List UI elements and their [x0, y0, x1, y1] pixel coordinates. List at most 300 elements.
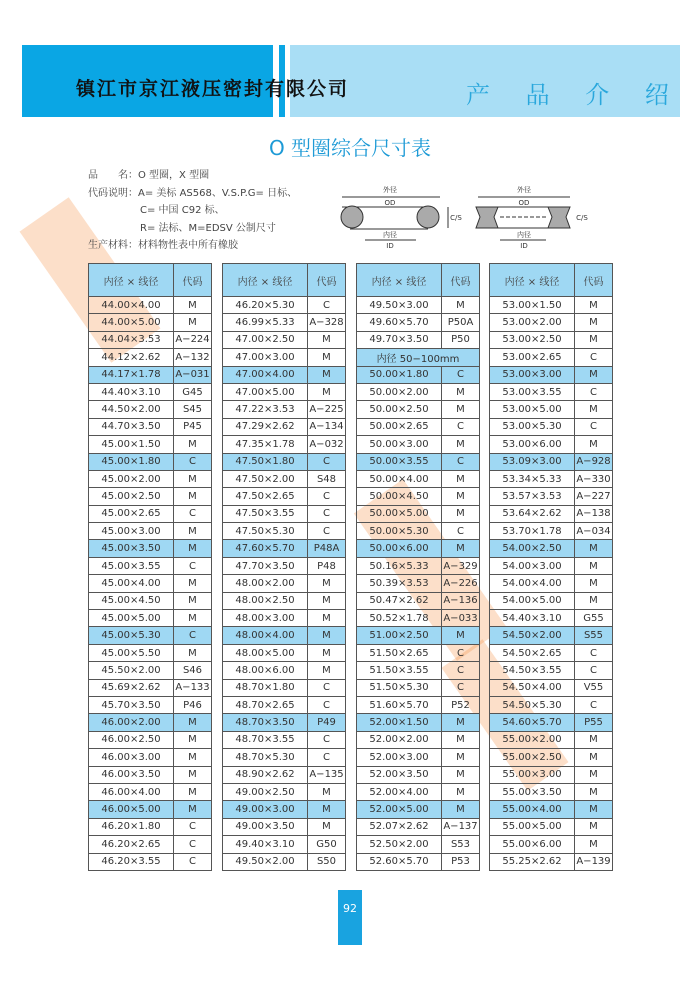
table-row	[223, 696, 346, 713]
code-cell: A−227	[575, 488, 613, 505]
table-row	[223, 853, 346, 870]
code-cell: M	[575, 766, 613, 783]
code-cell: M	[575, 818, 613, 835]
size-cell: 46.00×5.00	[89, 801, 174, 818]
code-cell: C	[442, 366, 480, 383]
code-cell: C	[575, 349, 613, 366]
code-cell: C	[308, 679, 346, 696]
table-row	[490, 801, 613, 818]
table-row	[89, 749, 212, 766]
code-cell: M	[174, 540, 212, 557]
code-cell: M	[442, 783, 480, 800]
size-cell: 48.00×6.00	[223, 662, 308, 679]
code-cell: A−329	[442, 557, 480, 574]
table-row	[89, 488, 212, 505]
code-cell: M	[575, 557, 613, 574]
size-cell: 51.50×5.30	[357, 679, 442, 696]
size-cell: 49.00×3.00	[223, 801, 308, 818]
code-cell: A−330	[575, 470, 613, 487]
table-row	[490, 331, 613, 348]
table-row	[490, 436, 613, 453]
table-row	[223, 575, 346, 592]
code-cell: A−134	[308, 418, 346, 435]
code-cell: M	[442, 540, 480, 557]
table-row	[89, 592, 212, 609]
code-cell: A−137	[442, 818, 480, 835]
size-cell: 55.00×2.50	[490, 749, 575, 766]
code-cell: C	[174, 836, 212, 853]
code-cell: C	[442, 644, 480, 661]
code-cell: M	[174, 436, 212, 453]
size-cell: 47.70×3.50	[223, 557, 308, 574]
code-cell: M	[442, 766, 480, 783]
code-cell: M	[174, 470, 212, 487]
code-cell: A−031	[174, 366, 212, 383]
code-cell: C	[308, 731, 346, 748]
size-cell: 49.00×2.50	[223, 783, 308, 800]
code-cell: A−328	[308, 314, 346, 331]
table-row	[223, 349, 346, 366]
info-product-name: 品 名：O 型圈，X 型圈	[88, 170, 210, 181]
table-row	[490, 627, 613, 644]
size-cell: 54.50×4.00	[490, 679, 575, 696]
code-cell: M	[442, 801, 480, 818]
table-row	[490, 749, 613, 766]
size-cell: 53.00×5.30	[490, 418, 575, 435]
table-row	[89, 331, 212, 348]
code-cell: M	[308, 592, 346, 609]
size-cell: 52.00×1.50	[357, 714, 442, 731]
code-cell: S48	[308, 470, 346, 487]
table-row	[490, 470, 613, 487]
code-cell: M	[308, 575, 346, 592]
size-cell: 53.34×5.33	[490, 470, 575, 487]
code-cell: P53	[442, 853, 480, 870]
code-cell: G50	[308, 836, 346, 853]
size-cell: 46.20×5.30	[223, 297, 308, 314]
table-header	[223, 264, 346, 297]
code-cell: C	[174, 453, 212, 470]
header-size: 内径 × 线径	[490, 264, 575, 297]
size-cell: 49.00×3.50	[223, 818, 308, 835]
table-row	[357, 714, 480, 731]
size-cell: 51.60×5.70	[357, 696, 442, 713]
table-row	[89, 418, 212, 435]
size-cell: 50.00×3.55	[357, 453, 442, 470]
table-row	[357, 696, 480, 713]
size-cell: 45.00×5.00	[89, 610, 174, 627]
size-cell: 45.00×4.50	[89, 592, 174, 609]
code-cell: M	[442, 505, 480, 522]
id-cn-label: 内径	[517, 231, 531, 239]
table-row	[223, 679, 346, 696]
code-cell: A−135	[308, 766, 346, 783]
table-row	[357, 801, 480, 818]
size-cell: 54.00×3.00	[490, 557, 575, 574]
table-row	[490, 818, 613, 835]
size-cell: 45.00×1.50	[89, 436, 174, 453]
code-cell: P45	[174, 418, 212, 435]
table-header	[89, 264, 212, 297]
section-label: 内径 50−100mm	[357, 349, 480, 366]
size-cell: 47.00×4.00	[223, 366, 308, 383]
size-cell: 55.25×2.62	[490, 853, 575, 870]
table-row	[223, 714, 346, 731]
table-row	[89, 297, 212, 314]
size-cell: 45.50×2.00	[89, 662, 174, 679]
table-row	[490, 401, 613, 418]
table-row	[223, 557, 346, 574]
size-cell: 45.70×3.50	[89, 696, 174, 713]
table-row	[89, 453, 212, 470]
table-row	[223, 801, 346, 818]
size-cell: 48.00×5.00	[223, 644, 308, 661]
size-cell: 54.40×3.10	[490, 610, 575, 627]
table-row	[223, 488, 346, 505]
size-cell: 53.00×2.65	[490, 349, 575, 366]
code-cell: M	[575, 401, 613, 418]
size-cell: 52.00×5.00	[357, 801, 442, 818]
od-cn-label: 外径	[383, 186, 397, 194]
table-row	[357, 523, 480, 540]
size-cell: 50.39×3.53	[357, 575, 442, 592]
table-row	[357, 731, 480, 748]
table-row	[223, 644, 346, 661]
size-cell: 53.64×2.62	[490, 505, 575, 522]
size-cell: 47.00×5.00	[223, 383, 308, 400]
size-cell: 53.00×2.00	[490, 314, 575, 331]
size-cell: 52.00×2.00	[357, 731, 442, 748]
table-row	[89, 505, 212, 522]
size-cell: 54.50×2.65	[490, 644, 575, 661]
table-row	[490, 731, 613, 748]
table-row	[490, 314, 613, 331]
code-cell: M	[442, 401, 480, 418]
table-row	[357, 470, 480, 487]
table-row	[357, 749, 480, 766]
table-row	[89, 818, 212, 835]
section-title: 产 品 介 绍	[466, 81, 683, 109]
code-cell: M	[575, 331, 613, 348]
table-row	[223, 297, 346, 314]
table-header	[490, 264, 613, 297]
table-row	[223, 592, 346, 609]
size-cell: 49.60×5.70	[357, 314, 442, 331]
id-label: ID	[520, 242, 528, 250]
code-cell: M	[442, 470, 480, 487]
size-cell: 45.00×3.55	[89, 557, 174, 574]
size-cell: 52.00×4.00	[357, 783, 442, 800]
size-cell: 50.00×2.65	[357, 418, 442, 435]
size-table	[88, 263, 212, 871]
info-material: 生产材料：材料物性表中所有橡胶	[88, 240, 238, 251]
code-cell: M	[308, 662, 346, 679]
code-cell: M	[174, 610, 212, 627]
table-row	[357, 557, 480, 574]
size-cell: 47.29×2.62	[223, 418, 308, 435]
code-cell: M	[308, 383, 346, 400]
table-row	[490, 349, 613, 366]
table-row	[490, 696, 613, 713]
table-row	[490, 679, 613, 696]
table-row	[490, 836, 613, 853]
code-cell: M	[575, 366, 613, 383]
size-cell: 55.00×6.00	[490, 836, 575, 853]
table-section-row	[357, 349, 480, 366]
size-cell: 46.00×4.00	[89, 783, 174, 800]
code-cell: M	[174, 714, 212, 731]
code-cell: M	[308, 644, 346, 661]
header-code: 代码	[442, 264, 480, 297]
size-cell: 48.70×3.50	[223, 714, 308, 731]
size-cell: 47.50×5.30	[223, 523, 308, 540]
code-cell: P52	[442, 696, 480, 713]
code-cell: C	[174, 818, 212, 835]
code-cell: P48A	[308, 540, 346, 557]
table-row	[357, 488, 480, 505]
table-row	[223, 662, 346, 679]
table-row	[223, 836, 346, 853]
size-cell: 45.00×2.50	[89, 488, 174, 505]
size-cell: 52.50×2.00	[357, 836, 442, 853]
table-row	[223, 331, 346, 348]
size-cell: 53.00×6.00	[490, 436, 575, 453]
table-row	[357, 610, 480, 627]
size-cell: 53.57×3.53	[490, 488, 575, 505]
header-code: 代码	[308, 264, 346, 297]
size-cell: 51.50×2.65	[357, 644, 442, 661]
cs-label: C/S	[450, 214, 462, 222]
size-cell: 54.50×3.55	[490, 662, 575, 679]
table-row	[223, 627, 346, 644]
size-cell: 47.60×5.70	[223, 540, 308, 557]
table-row	[223, 540, 346, 557]
table-row	[357, 331, 480, 348]
table-row	[490, 540, 613, 557]
size-cell: 54.00×2.50	[490, 540, 575, 557]
code-cell: M	[174, 592, 212, 609]
code-cell: M	[308, 627, 346, 644]
table-row	[357, 314, 480, 331]
table-row	[490, 592, 613, 609]
table-row	[490, 488, 613, 505]
size-cell: 53.00×1.50	[490, 297, 575, 314]
code-cell: A−226	[442, 575, 480, 592]
size-cell: 48.70×3.55	[223, 731, 308, 748]
id-cn-label: 内径	[383, 231, 397, 239]
table-row	[490, 575, 613, 592]
code-cell: C	[442, 679, 480, 696]
code-cell: C	[308, 453, 346, 470]
table-row	[89, 644, 212, 661]
table-row	[89, 714, 212, 731]
code-cell: A−133	[174, 679, 212, 696]
table-row	[490, 714, 613, 731]
info-code-desc-c: C= 中国 C92 标、	[140, 205, 225, 216]
code-cell: M	[575, 297, 613, 314]
table-row	[357, 644, 480, 661]
size-cell: 47.00×2.50	[223, 331, 308, 348]
table-row	[490, 453, 613, 470]
page-title: O 型圈综合尺寸表	[268, 136, 432, 160]
code-cell: M	[174, 783, 212, 800]
table-row	[223, 436, 346, 453]
code-cell: A−132	[174, 349, 212, 366]
table-header	[357, 264, 480, 297]
size-cell: 53.00×3.55	[490, 383, 575, 400]
table-row	[89, 436, 212, 453]
size-cell: 55.00×3.00	[490, 766, 575, 783]
size-cell: 50.00×4.00	[357, 470, 442, 487]
code-cell: M	[575, 801, 613, 818]
size-cell: 54.60×5.70	[490, 714, 575, 731]
size-cell: 45.00×2.65	[89, 505, 174, 522]
table-row	[357, 575, 480, 592]
table-row	[89, 523, 212, 540]
info-code-desc-r: R= 法标、M=EDSV 公制尺寸	[140, 223, 276, 234]
code-cell: M	[174, 575, 212, 592]
size-cell: 55.00×4.00	[490, 801, 575, 818]
code-cell: A−928	[575, 453, 613, 470]
table-row	[223, 314, 346, 331]
code-cell: M	[174, 488, 212, 505]
code-cell: M	[308, 349, 346, 366]
header-size: 内径 × 线径	[357, 264, 442, 297]
table-row	[223, 418, 346, 435]
size-cell: 45.00×5.50	[89, 644, 174, 661]
table-row	[357, 436, 480, 453]
code-cell: A−138	[575, 505, 613, 522]
size-cell: 53.70×1.78	[490, 523, 575, 540]
od-label: OD	[518, 199, 530, 207]
code-cell: M	[575, 436, 613, 453]
table-row	[89, 575, 212, 592]
table-row	[223, 766, 346, 783]
code-cell: M	[575, 731, 613, 748]
code-cell: V55	[575, 679, 613, 696]
page-number: 92	[343, 902, 357, 915]
table-row	[490, 766, 613, 783]
code-cell: M	[308, 818, 346, 835]
size-cell: 45.69×2.62	[89, 679, 174, 696]
size-cell: 53.00×5.00	[490, 401, 575, 418]
code-cell: S50	[308, 853, 346, 870]
size-cell: 48.00×2.00	[223, 575, 308, 592]
code-cell: P46	[174, 696, 212, 713]
table-row	[89, 366, 212, 383]
size-cell: 46.99×5.33	[223, 314, 308, 331]
code-cell: M	[575, 314, 613, 331]
size-cell: 44.04×3.53	[89, 331, 174, 348]
code-cell: G45	[174, 383, 212, 400]
table-row	[223, 505, 346, 522]
table-row	[223, 731, 346, 748]
code-cell: C	[442, 523, 480, 540]
size-cell: 46.00×3.00	[89, 749, 174, 766]
code-cell: M	[442, 731, 480, 748]
code-cell: M	[575, 540, 613, 557]
size-cell: 52.00×3.00	[357, 749, 442, 766]
header-code: 代码	[174, 264, 212, 297]
code-cell: C	[308, 505, 346, 522]
table-row	[89, 731, 212, 748]
header-code: 代码	[575, 264, 613, 297]
table-row	[89, 836, 212, 853]
size-cell: 54.00×5.00	[490, 592, 575, 609]
size-cell: 51.50×3.55	[357, 662, 442, 679]
table-row	[89, 401, 212, 418]
table-row	[490, 610, 613, 627]
info-code-desc: 代码说明：A= 美标 AS568、V.S.P.G= 日标、	[88, 188, 298, 199]
table-row	[490, 557, 613, 574]
id-label: ID	[386, 242, 394, 250]
table-row	[89, 783, 212, 800]
code-cell: M	[308, 783, 346, 800]
code-cell: P55	[575, 714, 613, 731]
table-row	[89, 314, 212, 331]
code-cell: M	[308, 331, 346, 348]
od-label: OD	[384, 199, 396, 207]
size-cell: 47.00×3.00	[223, 349, 308, 366]
code-cell: S46	[174, 662, 212, 679]
code-cell: C	[174, 853, 212, 870]
size-cell: 54.50×2.00	[490, 627, 575, 644]
table-row	[357, 540, 480, 557]
company-name: 镇江市京江液压密封有限公司	[76, 78, 350, 100]
size-cell: 53.00×3.00	[490, 366, 575, 383]
code-cell: G55	[575, 610, 613, 627]
size-cell: 49.40×3.10	[223, 836, 308, 853]
code-cell: M	[442, 714, 480, 731]
code-cell: A−034	[575, 523, 613, 540]
code-cell: P49	[308, 714, 346, 731]
size-cell: 47.22×3.53	[223, 401, 308, 418]
code-cell: P50A	[442, 314, 480, 331]
size-cell: 47.50×3.55	[223, 505, 308, 522]
size-cell: 50.47×2.62	[357, 592, 442, 609]
size-cell: 47.35×1.78	[223, 436, 308, 453]
code-cell: M	[174, 644, 212, 661]
table-row	[89, 662, 212, 679]
table-row	[357, 662, 480, 679]
code-cell: C	[442, 418, 480, 435]
table-row	[223, 818, 346, 835]
code-cell: M	[575, 575, 613, 592]
cs-label: C/S	[576, 214, 588, 222]
size-cell: 48.70×5.30	[223, 749, 308, 766]
code-cell: A−225	[308, 401, 346, 418]
code-cell: A−032	[308, 436, 346, 453]
size-cell: 50.00×2.00	[357, 383, 442, 400]
table-row	[357, 401, 480, 418]
code-cell: M	[575, 592, 613, 609]
code-cell: M	[308, 801, 346, 818]
size-cell: 55.00×5.00	[490, 818, 575, 835]
size-cell: 52.60×5.70	[357, 853, 442, 870]
table-row	[357, 836, 480, 853]
code-cell: C	[174, 627, 212, 644]
table-row	[89, 853, 212, 870]
size-cell: 48.70×2.65	[223, 696, 308, 713]
code-cell: M	[442, 297, 480, 314]
table-row	[357, 297, 480, 314]
code-cell: M	[575, 783, 613, 800]
size-cell: 46.20×3.55	[89, 853, 174, 870]
code-cell: M	[174, 801, 212, 818]
table-row	[223, 453, 346, 470]
header-size: 内径 × 线径	[223, 264, 308, 297]
size-cell: 53.00×2.50	[490, 331, 575, 348]
